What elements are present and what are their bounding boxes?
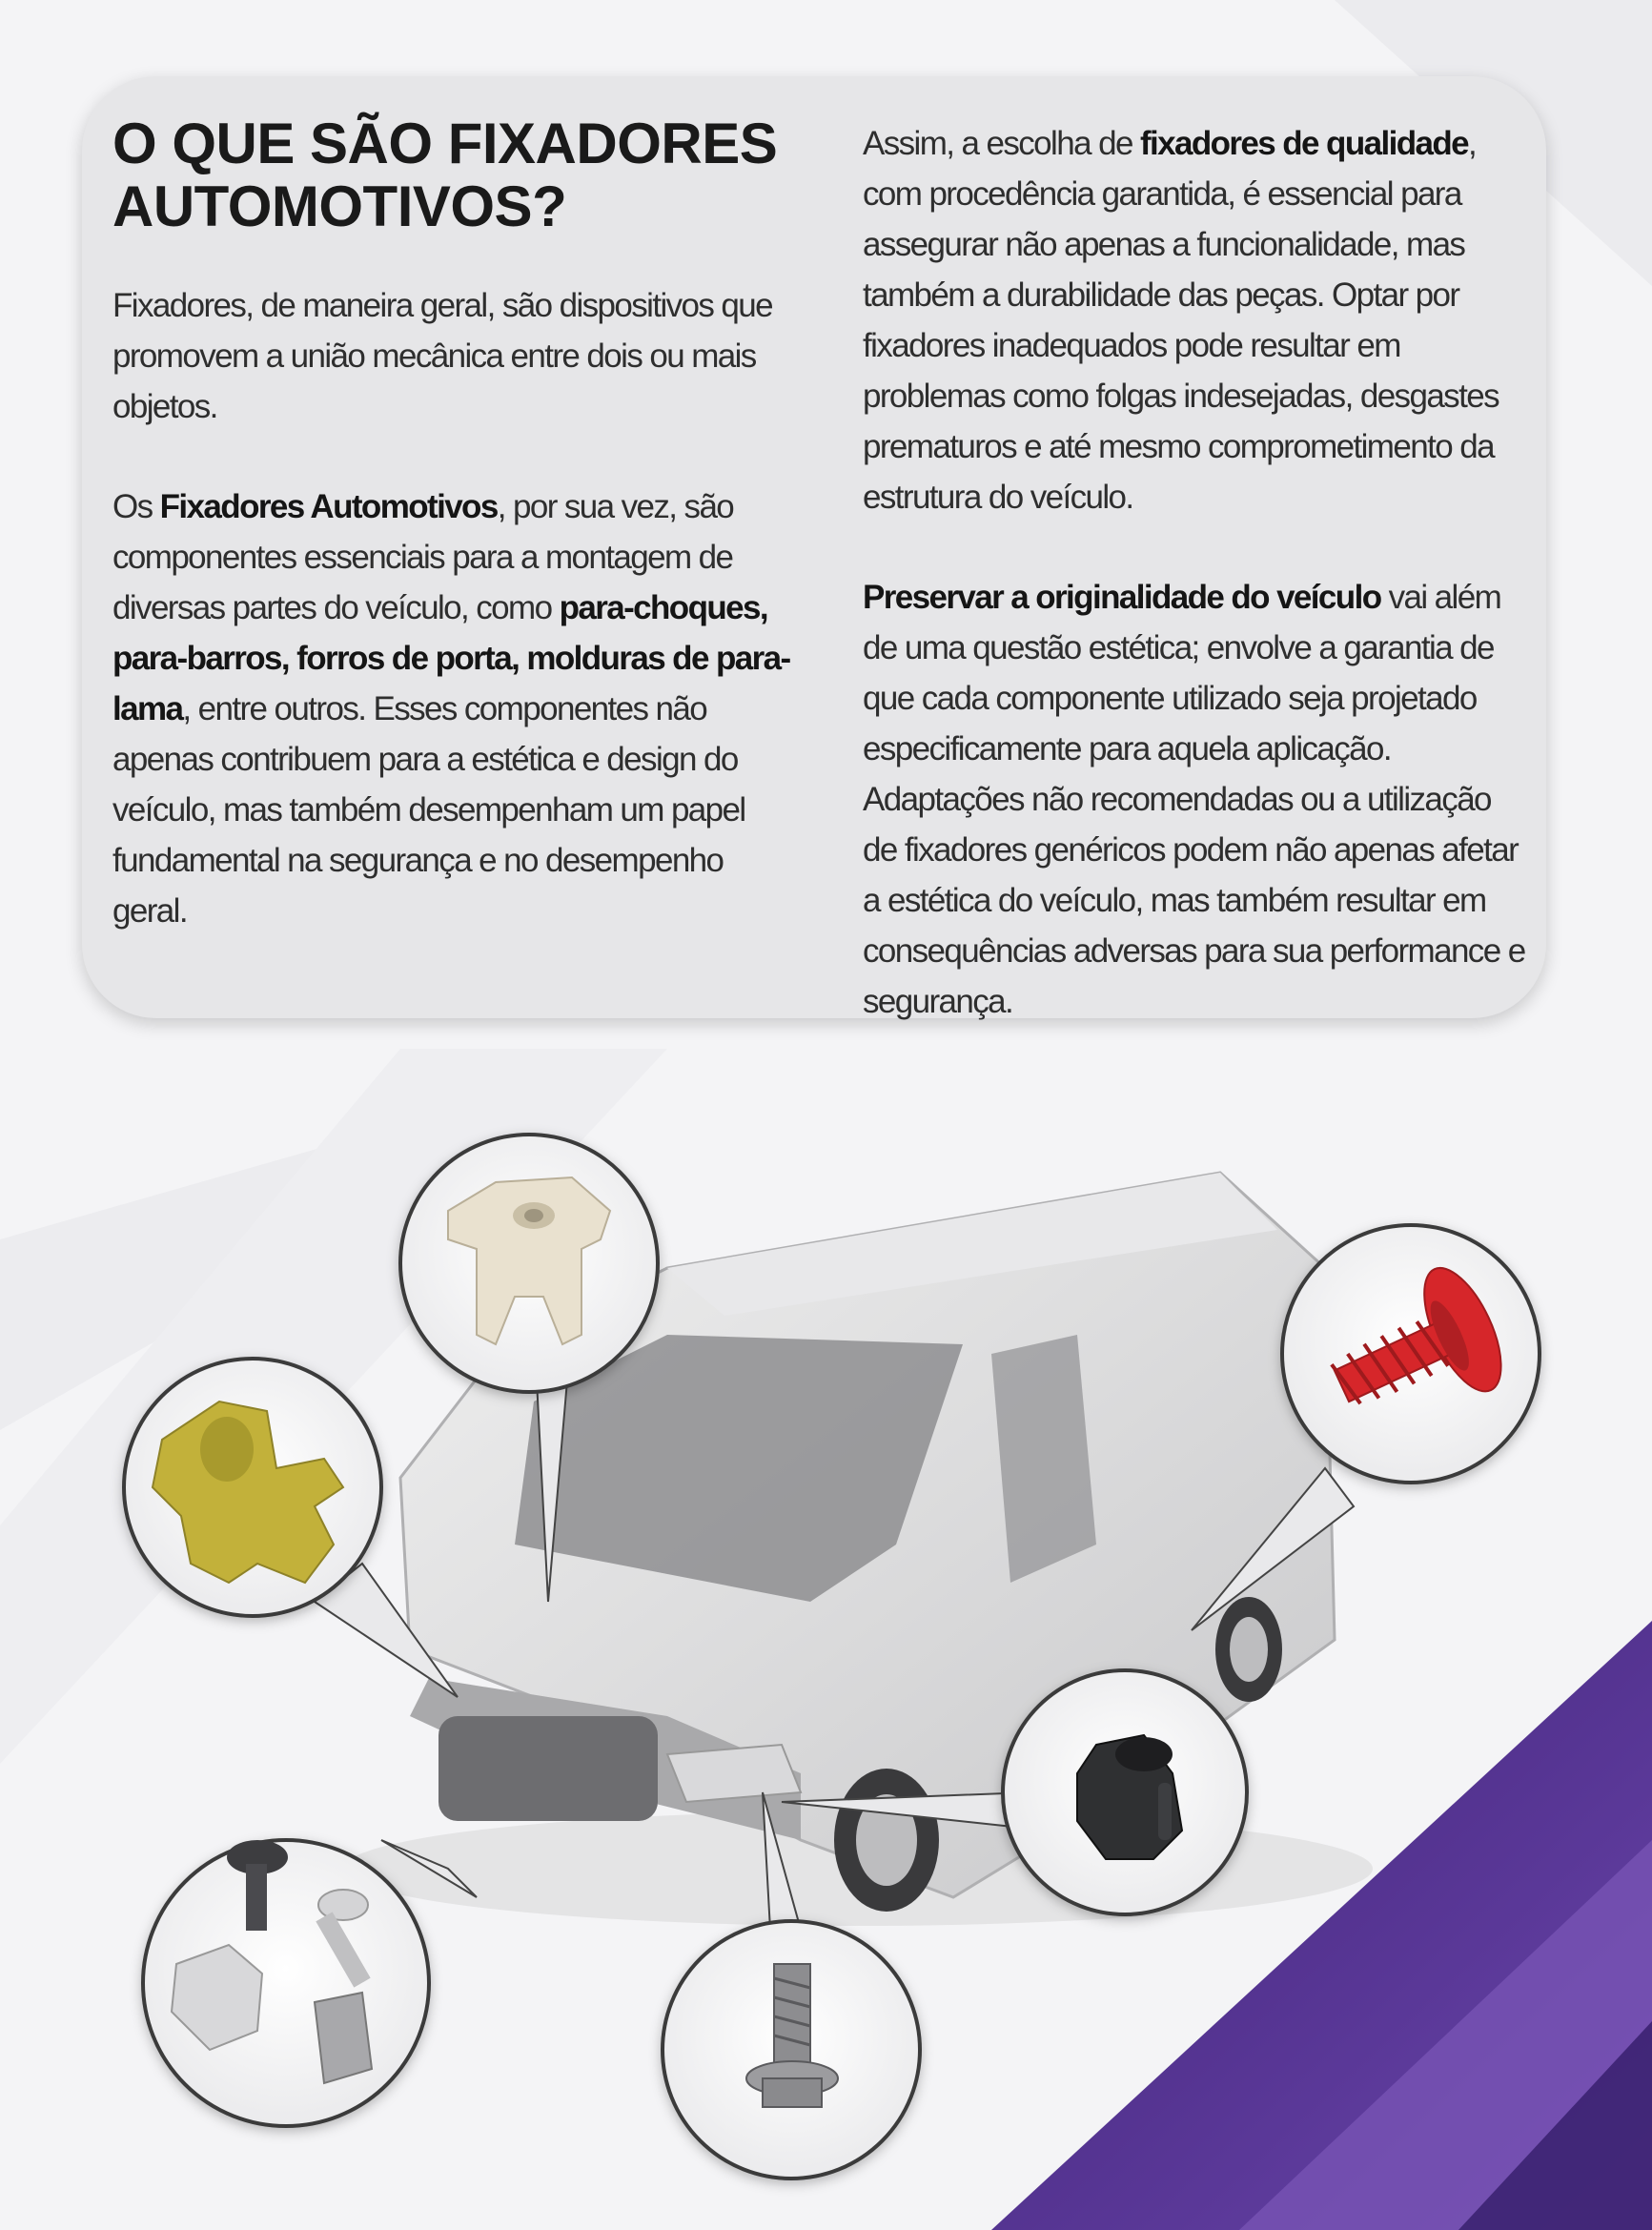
van-fasteners-illustration bbox=[0, 1049, 1652, 2230]
bubble-screw-clip-set bbox=[143, 1840, 429, 2126]
paragraph-definition: Fixadores, de maneira geral, são dispositivos que promovem a união mecânica entre dois ou mais objetos. bbox=[112, 287, 773, 425]
text-run: , entre outros. Esses componentes não apenas contribuem para a estética e design do veículo, mas também desempenham um papel fundamental na segurança e no desempenho geral. bbox=[112, 690, 745, 930]
text-run: , por sua vez, são componentes essenciais para a montagem de diversas partes do veículo, como bbox=[112, 488, 734, 626]
text-run: , com procedência garantida, é essencial para assegurar não apenas a funcionalidade, mas também a durabilidade das peças. Optar por fixadores inadequados pode resultar em problemas como folgas indesejadas, desgastes prematuros e até mesmo comprometimento da estrutura do veículo. bbox=[863, 125, 1499, 516]
bubble-black-grommet bbox=[1003, 1670, 1247, 1914]
bold-run: para-choques, para-barros, forros de porta, molduras de para-lama bbox=[112, 589, 790, 727]
text-run: Assim, a escolha de bbox=[863, 125, 1140, 162]
bubble-hex-bolt bbox=[663, 1921, 920, 2179]
van-grille bbox=[438, 1716, 658, 1821]
right-column bbox=[863, 113, 1530, 1076]
bold-run: fixadores de qualidade bbox=[1139, 125, 1469, 162]
paragraph-originality bbox=[863, 572, 1530, 1027]
bubble-yellow-clip bbox=[124, 1359, 381, 1616]
bold-run: Preservar a originalidade do veículo bbox=[863, 579, 1381, 616]
bubble-beige-nut-clip bbox=[400, 1135, 658, 1392]
page-title: O QUE SÃO FIXADORES AUTOMOTIVOS? bbox=[112, 112, 778, 238]
bubble-red-push-rivet bbox=[1282, 1225, 1540, 1483]
left-column bbox=[112, 113, 799, 986]
black-grommet-icon bbox=[1077, 1735, 1182, 1859]
text-run: Os bbox=[112, 488, 160, 525]
text-run: vai além de uma questão estética; envolve a garantia de que cada componente utilizado seja projetado especificamente para aquela aplicação. Adaptações não recomendadas ou a utilização de fixadores genéricos podem não apenas afetar a estética do veículo, mas também resultar em consequências adversas para sua performance e segurança. bbox=[863, 579, 1525, 1020]
bold-run: Fixadores Automotivos bbox=[159, 488, 498, 525]
paragraph-automotive bbox=[112, 481, 799, 936]
paragraph-quality bbox=[863, 118, 1530, 522]
